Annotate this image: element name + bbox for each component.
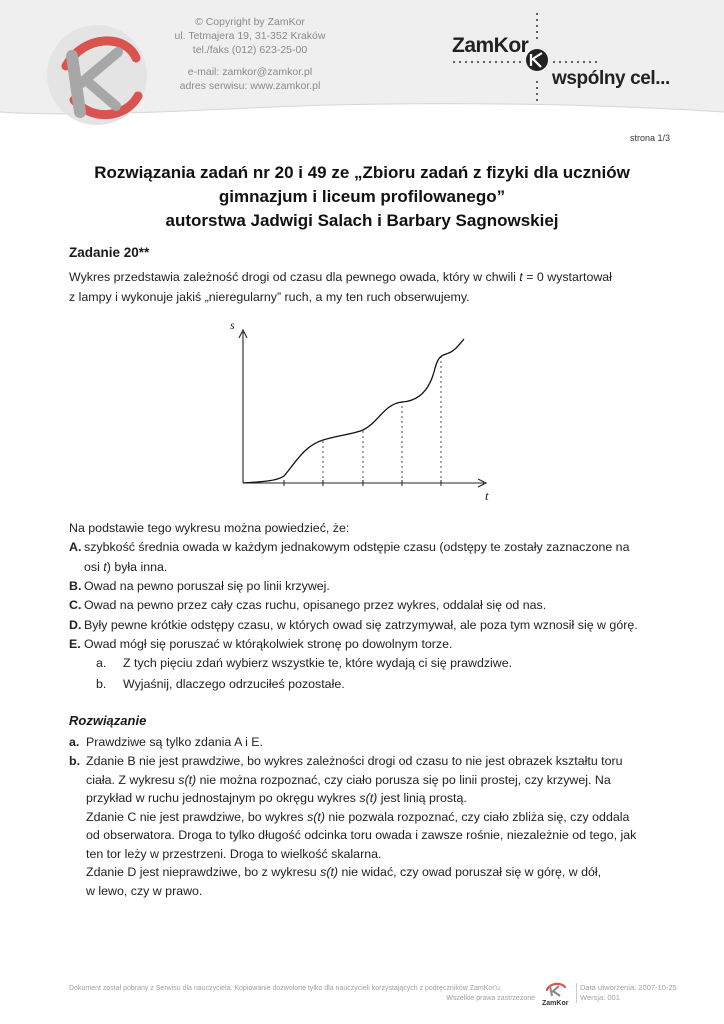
website-line: adres serwisu: www.zamkor.pl — [179, 80, 321, 92]
solution-formula: s(t) — [320, 865, 339, 879]
option-label: D. — [69, 618, 82, 632]
version: Wersja: 001 — [580, 993, 620, 1002]
solution-text: ciała. Z wykresu — [86, 772, 179, 787]
option-a — [69, 538, 659, 577]
footer-notice — [69, 984, 539, 1004]
copyright-block — [150, 15, 350, 93]
page-number: strona 1/3 — [629, 133, 670, 143]
footer-meta — [576, 983, 677, 1003]
option-text: Były pewne krótkie odstępy czasu, w których owad się zatrzymywał, ale poza tym wznosił się w górę. — [84, 618, 638, 632]
interval-guides — [323, 355, 441, 483]
subtask-label: a. — [96, 656, 107, 670]
intro-text: = 0 wystartował — [522, 270, 612, 284]
intro-text: Wykres przedstawia zależność drogi od czasu dla pewnego owada, który w chwili — [69, 270, 520, 284]
title-line: autorstwa Jadwigi Salach i Barbary Sagnowskiej — [165, 211, 559, 230]
solution-text: od obserwatora. Droga to tylko długość odcinka toru owada i zawsze rośnie, niezależnie od tego, jak — [86, 828, 637, 842]
solution-text: nie można rozpoznać, czy ciało porusza się po linii prostej, czy krzywej. Na — [196, 772, 611, 787]
document-title — [40, 161, 684, 233]
solution-formula: s(t) — [178, 772, 197, 787]
y-axis-label: s — [230, 318, 235, 332]
subtask-text: Z tych pięciu zdań wybierz wszystkie te, które wydają ci się prawdziwe. — [123, 656, 513, 670]
footer-logo-icon — [541, 980, 573, 1006]
option-label: C. — [69, 598, 82, 612]
x-axis-label: t — [485, 488, 489, 503]
option-c — [69, 596, 659, 616]
copyright-line: © Copyright by ZamKor — [195, 16, 305, 28]
footer-rights-line: Wszelkie prawa zastrzeżone — [446, 995, 535, 1002]
option-text: osi — [84, 559, 104, 574]
brand-name: ZamKor — [452, 34, 529, 57]
subtask-b — [96, 677, 345, 691]
intro-variable: t — [519, 270, 523, 284]
solution-text: jest linią prostą. — [377, 791, 467, 805]
option-text: Owad na pewno przez cały czas ruchu, opisanego przez wykres, oddalał się od nas. — [84, 598, 547, 612]
address-line: ul. Tetmajera 19, 31-352 Kraków — [174, 30, 326, 42]
zamkor-logo-icon — [44, 22, 150, 128]
solution-text: ten tor leży w przestrzeni. Droga to wielkość skalarna. — [86, 846, 382, 861]
solution-text: w lewo, czy w prawo. — [86, 883, 203, 898]
option-text: Owad mógł się poruszać w którąkolwiek stronę po dowolnym torze. — [84, 637, 453, 651]
option-text: szybkość średnia owada w każdym jednakowym odstępie czasu (odstępy te zostały zaznaczone na — [84, 540, 630, 554]
option-text: ) była inna. — [106, 559, 168, 574]
question-text: Na podstawie tego wykresu można powiedzieć, że: — [69, 521, 350, 535]
option-label: B. — [69, 579, 82, 593]
s-of-t-curve — [243, 339, 464, 483]
solution-heading: Rozwiązanie — [69, 713, 147, 728]
solution-label: a. — [69, 735, 80, 749]
subtask-a — [96, 656, 512, 670]
option-variable: t — [103, 559, 107, 574]
page-header — [0, 0, 724, 130]
solution-a — [69, 733, 659, 752]
solution-text: nie pozwala rozpoznać, czy ciało zbliża się, czy oddala — [324, 809, 630, 824]
intro-text: z lampy i wykonuje jakiś „nieregularny” ruch, a my ten ruch obserwujemy. — [69, 290, 470, 304]
email-line: e-mail: zamkor@zamkor.pl — [187, 66, 313, 78]
task-intro — [69, 267, 655, 307]
solution-text: nie widać, czy owad poruszał się w górę, w dół, — [338, 865, 602, 879]
option-text: Owad na pewno poruszał się po linii krzywej. — [84, 579, 330, 593]
solution-text: Zdanie D jest nieprawdziwe, bo z wykresu — [86, 865, 321, 879]
option-b — [69, 577, 659, 597]
subtask-text: Wyjaśnij, dlaczego odrzuciłeś pozostałe. — [123, 677, 345, 691]
solution-formula: s(t) — [359, 791, 378, 805]
option-e — [69, 635, 659, 655]
footer-logo-text: ZamKor — [542, 1000, 569, 1006]
creation-date: Data utworzenia: 2007-10-25 — [580, 983, 677, 992]
solution-label: b. — [69, 754, 81, 768]
option-label: A. — [69, 540, 82, 554]
solution-text: Prawdziwe są tylko zdania A i E. — [86, 735, 263, 749]
distance-time-graph — [224, 312, 504, 508]
solution-text: Zdanie B nie jest prawdziwe, bo wykres zależności drogi od czasu to nie jest obrazek kształtu toru — [86, 754, 623, 768]
title-line: gimnazjum i liceum profilowanego” — [218, 187, 506, 206]
solution-b — [69, 752, 659, 900]
task-heading: Zadanie 20** — [69, 245, 150, 260]
phone-line: tel./faks (012) 623-25-00 — [192, 44, 308, 56]
option-label: E. — [69, 637, 81, 651]
brand-dots-decoration — [440, 10, 670, 110]
footer-notice-line: Dokument został pobrany z Serwisu dla nauczyciela. Kopiowanie dozwolone tylko dla nauczycieli korzystających z podręczników ZamKor'u. — [69, 985, 502, 992]
solution-formula: s(t) — [307, 809, 325, 824]
brand-slogan: wspólny cel... — [552, 68, 670, 89]
solution-text: przykład w ruchu jednostajnym po okręgu wykres — [86, 791, 360, 805]
subtask-label: b. — [96, 677, 107, 691]
title-line: Rozwiązania zadań nr 20 i 49 ze „Zbioru zadań z fizyki dla uczniów — [94, 163, 630, 182]
option-d — [69, 616, 659, 636]
solution-text: Zdanie C nie jest prawdziwe, bo wykres — [86, 809, 308, 824]
